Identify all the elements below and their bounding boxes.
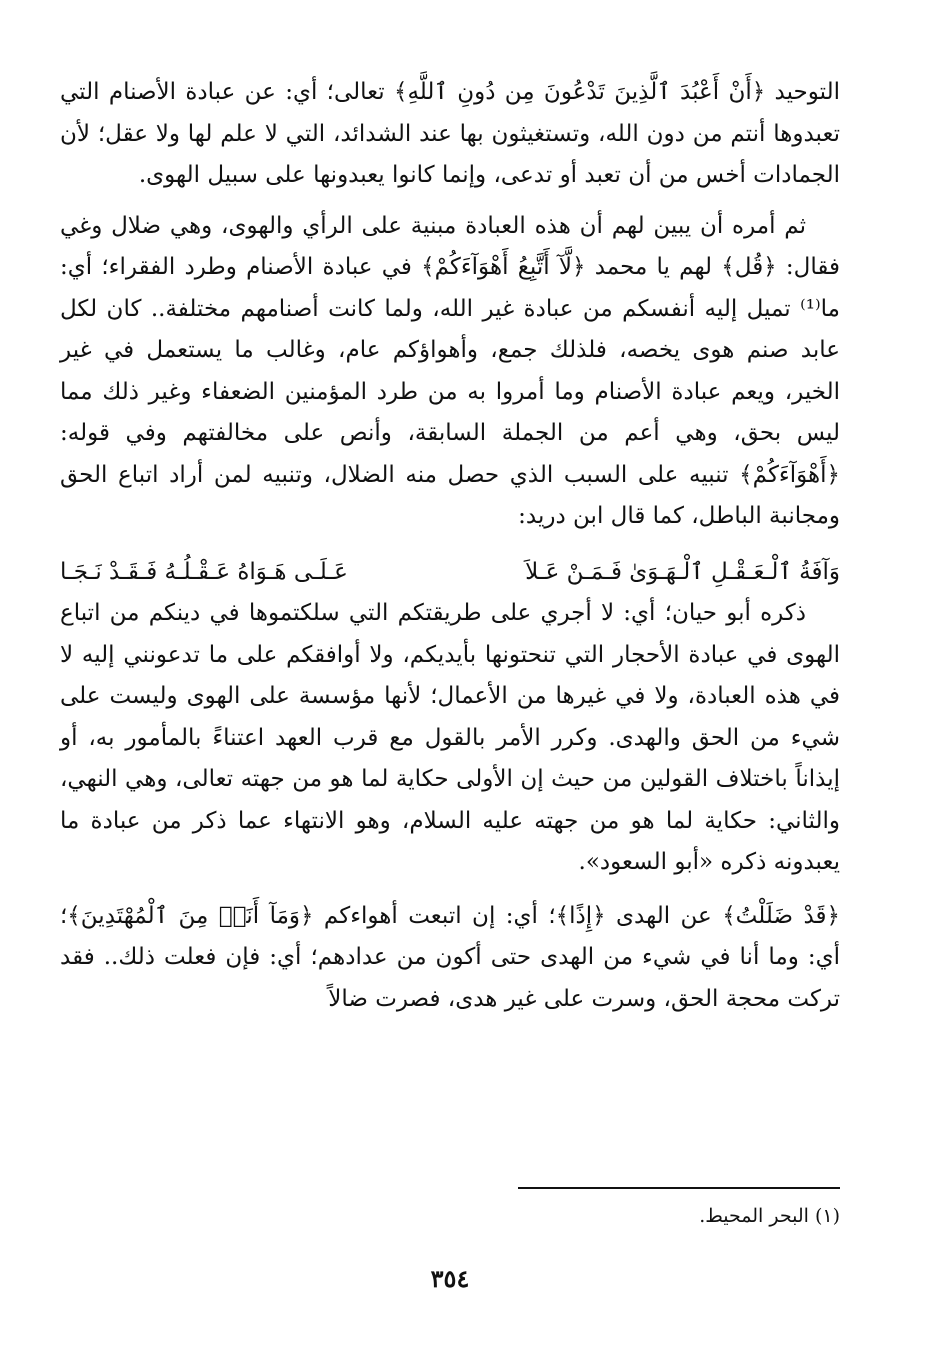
verse-second-hemistich: عَـلَـى هَـوَاهُ عَـقْـلُـهُ فَـقَـدْ نَـجَـا [60, 558, 348, 585]
paragraph-tawhid: التوحيد ﴿أَنْ أَعْبُدَ ٱلَّذِينَ تَدْعُونَ مِن دُونِ ٱللَّهِ﴾ تعالى؛ أي: عن عبادة الأصنام التي تعبدوها أنتم من دون الله، وتستغيثون بها عند الشدائد، التي لا علم لها ولا عقل؛ لأن الجمادات أخس من أن تعبد أو تدعى، وإنما كانوا يعبدونها على سبيل الهوى. [60, 79, 840, 188]
paragraph-abu-hayyan: ذكره أبو حيان؛ أي: لا أجري على طريقتكم التي سلكتموها في دينكم من اتباع الهوى في عبادة الأحجار التي تنحتونها بأيديكم، ولا أوافقكم على ما تدعونني إليه لا في هذه العبادة، ولا في غيرها من الأعمال؛ لأنها مؤسسة على الهوى وليست على شيء من الحق والهدى. وكرر الأمر بالقول مع قرب العهد اعتناءً بالمأمور به، أو إيذاناً باختلاف القولين من حيث إن الأولى حكاية لما هو من جهته تعالى، وهي النهي، والثاني: حكاية لما هو من جهته عليه السلام، وهو الانتهاء عما ذكر من عبادة ما يعبدونه ذكره «أبو السعود». [60, 600, 840, 875]
paragraph-dalaltu: ﴿قَدْ ضَلَلْتُ﴾ عن الهدى ﴿إِذًا﴾؛ أي: إن اتبعت أهواءكم ﴿وَمَآ أَنَا۠ مِنَ ٱلْمُهْتَدِينَ﴾؛ أي: وما أنا في شيء من الهدى حتى أكون من عدادهم؛ أي: فإن فعلت ذلك.. فقد تركت محجة الحق، وسرت على غير هدى، فصرت ضالاً [60, 902, 840, 1012]
book-page [60, 72, 840, 1312]
footnote: (١) البحر المحيط. [699, 1205, 840, 1227]
verse-first-hemistich: وَآفَةُ ٱلْـعَـقْـلِ ٱلْـهَـوَىٰ فَـمَـنْ عَـلاَ [525, 558, 840, 585]
page-number: ٣٥٤ [430, 1264, 470, 1293]
paragraph-ahwa: ثم أمره أن يبين لهم أن هذه العبادة مبنية على الرأي والهوى، وهي ضلال وغي فقال: ﴿قُل﴾ لهم يا محمد ﴿لَّآ أَتَّبِعُ أَهْوَآءَكُمْ﴾ في عبادة الأصنام وطرد الفقراء؛ أي: ما⁽¹⁾ تميل إليه أنفسكم من عبادة غير الله، ولما كانت أصنامهم مختلفة.. كان لكل عابد صنم هوى يخصه، فلذلك جمع، وأهواؤكم عام، وغالب ما يستعمل في غير الخير، ويعم عبادة الأصنام وما أمروا به من طرد المؤمنين الضعفاء وغير ذلك مما ليس بحق، وهي أعم من الجملة السابقة، وأنص على مخالفتهم وفي قوله: ﴿أَهْوَآءَكُمْ﴾ تنبيه على السبب الذي حصل منه الضلال، وتنبيه لمن أراد اتباع الحق ومجانبة الباطل، كما قال ابن دريد: [60, 212, 840, 529]
poetry-verse [60, 552, 840, 594]
footnote-separator [518, 1187, 840, 1189]
